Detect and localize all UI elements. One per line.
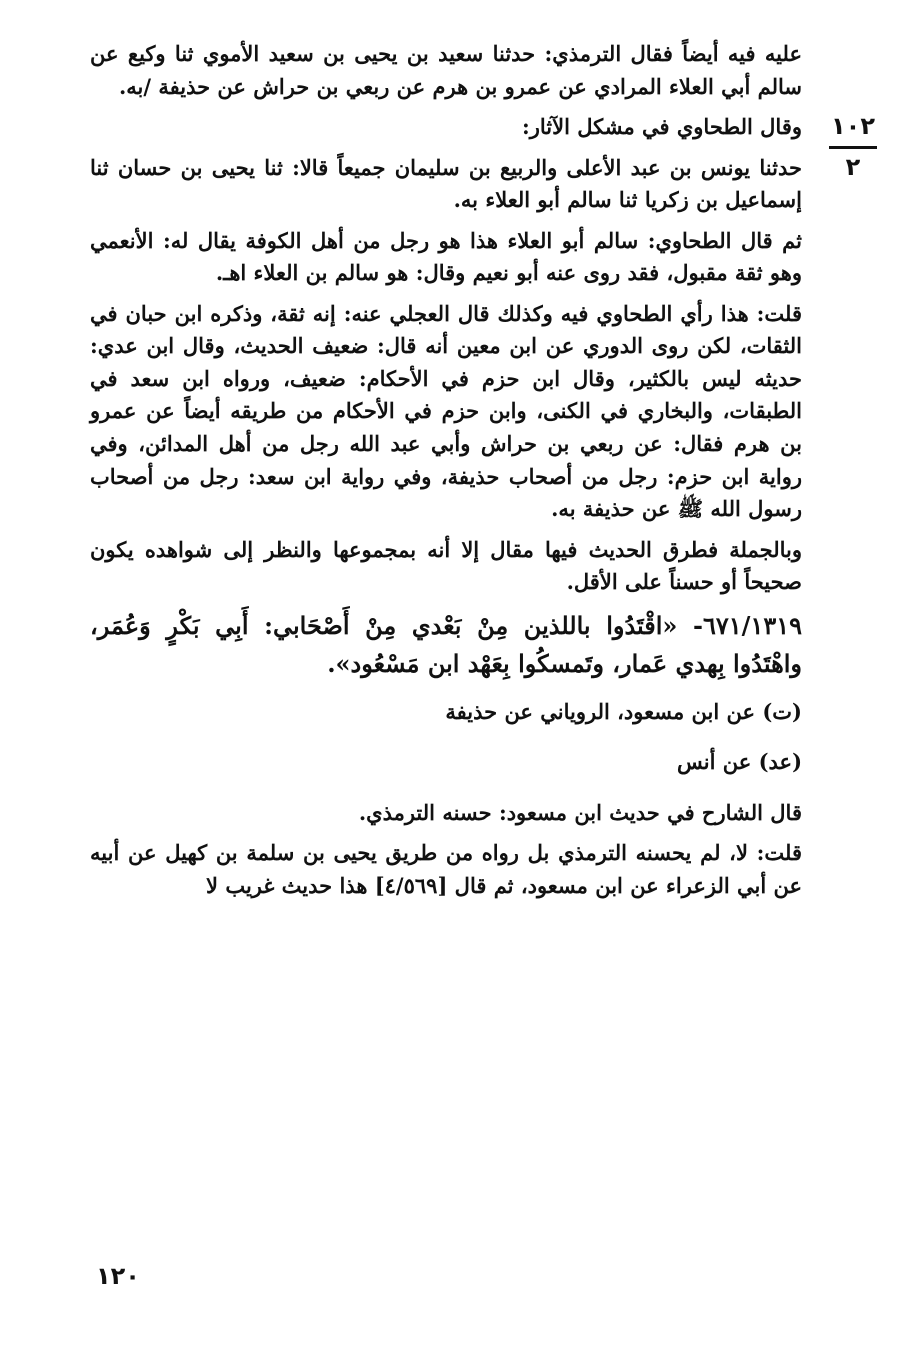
paragraph: قال الشارح في حديث ابن مسعود: حسنه الترمذي. (358, 799, 802, 825)
paragraph: قلت: لا، لم يحسنه الترمذي بل رواه من طريق يحيى بن سلمة بن كهيل عن أبيه عن أبي الزعراء عن ابن مسعود، ثم قال [٤/٥٦٩] هذا حديث غريب لا (90, 840, 802, 898)
hadith-source: (ت) عن ابن مسعود، الروياني عن حذيفة (445, 698, 802, 724)
paragraph: ثم قال الطحاوي: سالم أبو العلاء هذا هو رجل من أهل الكوفة يقال له: الأنعمي وهو ثقة مقبول، فقد روى عنه أبو نعيم وقال: هو سالم بن العلاء اهـ. (90, 227, 802, 286)
hadith-source: (عد) عن أنس (676, 749, 802, 775)
main-text (90, 38, 802, 910)
hadith-text: ٦٧١/١٣١٩- «اقْتَدُوا باللذين مِنْ بَعْدي مِنْ أَصْحَابي: أَبِي بَكْرٍ وَعُمَر، واهْتَدُوا بِهدي عَمار، وتَمسكُوا بِعَهْد ابن مَسْعُود». (90, 610, 802, 679)
page-number: ١٢٠ (96, 1262, 140, 1290)
paragraph: قلت: هذا رأي الطحاوي فيه وكذلك قال العجلي عنه: إنه ثقة، وذكره ابن حبان في الثقات، لكن روى الدوري عن ابن معين أنه قال: ضعيف الحديث، وقال ابن عدي: حديثه ليس بالكثير، وقال ابن حزم في الأحكام: ضعيف، ورواه ابن سعد في الطبقات، والبخاري في الكنى، وابن حزم في الأحكام من طريقه أيضاً عن عمرو بن هرم فقال: عن ربعي بن حراش وأبي عبد الله رجل من أهل المدائن، وفي رواية ابن حزم: رجل من أصحاب حذيفة، وفي رواية ابن سعد: رجل من أصحاب رسول الله ﷺ عن حذيفة به. (90, 300, 802, 522)
margin-reference-top: ١٠٢ (831, 112, 875, 140)
margin-reference-rule (829, 146, 877, 149)
margin-reference-bottom: ٢ (845, 153, 861, 181)
margin-reference (823, 112, 883, 181)
paragraph: حدثنا يونس بن عبد الأعلى والربيع بن سليمان جميعاً قالا: ثنا يحيى بن حسان ثنا إسماعيل بن زكريا ثنا سالم أبو العلاء به. (90, 154, 802, 213)
paragraph: وبالجملة فطرق الحديث فيها مقال إلا أنه بمجموعها والنظر إلى شواهده يكون صحيحاً أو حسناً على الأقل. (90, 536, 802, 595)
paragraph: وقال الطحاوي في مشكل الآثار: (521, 114, 802, 140)
paragraph: عليه فيه أيضاً فقال الترمذي: حدثنا سعيد بن يحيى بن سعيد الأموي ثنا وكيع عن سالم أبي العلاء المرادي عن عمرو بن هرم عن ربعي بن حراش عن حذيفة /به. (90, 41, 802, 99)
